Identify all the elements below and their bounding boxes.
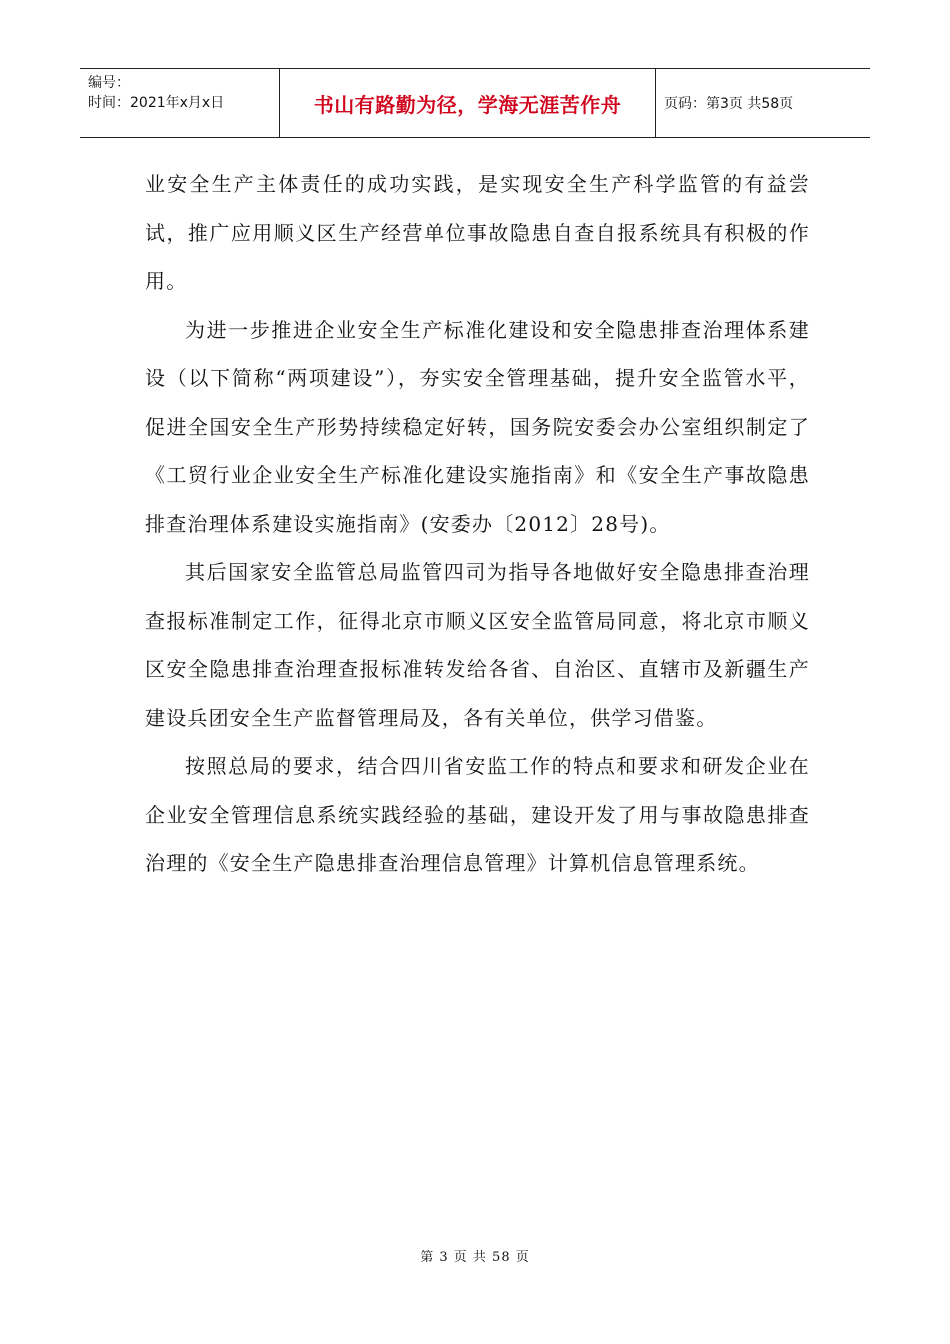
paragraph: 按照总局的要求，结合四川省安监工作的特点和要求和研发企业在企业安全管理信息系统实践经验的基础，建设开发了用与事故隐患排查治理的《安全生产隐患排查治理信息管理》计算机信息管理系统。 <box>145 754 810 875</box>
document-body <box>145 160 810 888</box>
paragraph-continued: 业安全生产主体责任的成功实践，是实现安全生产科学监管的有益尝试，推广应用顺义区生产经营单位事故隐患自查自报系统具有积极的作用。 <box>145 172 810 293</box>
page-header <box>80 68 870 138</box>
document-number-label: 编号： <box>88 75 130 91</box>
document-date: 时间：2021年x月x日 <box>88 95 225 111</box>
header-meta <box>80 69 280 137</box>
paragraph: 其后国家安全监管总局监管四司为指导各地做好安全隐患排查治理查报标准制定工作，征得北京市顺义区安全监管局同意，将北京市顺义区安全隐患排查治理查报标准转发给各省、自治区、直辖市及新疆生产建设兵团安全生产监督管理局及，各有关单位，供学习借鉴。 <box>145 560 810 730</box>
paragraph: 为进一步推进企业安全生产标准化建设和安全隐患排查治理体系建设（以下简称“两项建设”），夯实安全管理基础，提升安全监管水平，促进全国安全生产形势持续稳定好转，国务院安委会办公室组织制定了《工贸行业企业安全生产标准化建设实施指南》和《安全生产事故隐患排查治理体系建设实施指南》(安委办〔2012〕28号)。 <box>145 317 810 536</box>
header-page-info: 页码：第3页 共58页 <box>664 96 794 112</box>
page-footer: 第 3 页 共 58 页 <box>420 1250 530 1265</box>
header-motto: 书山有路勤为径，学海无涯苦作舟 <box>280 69 656 137</box>
